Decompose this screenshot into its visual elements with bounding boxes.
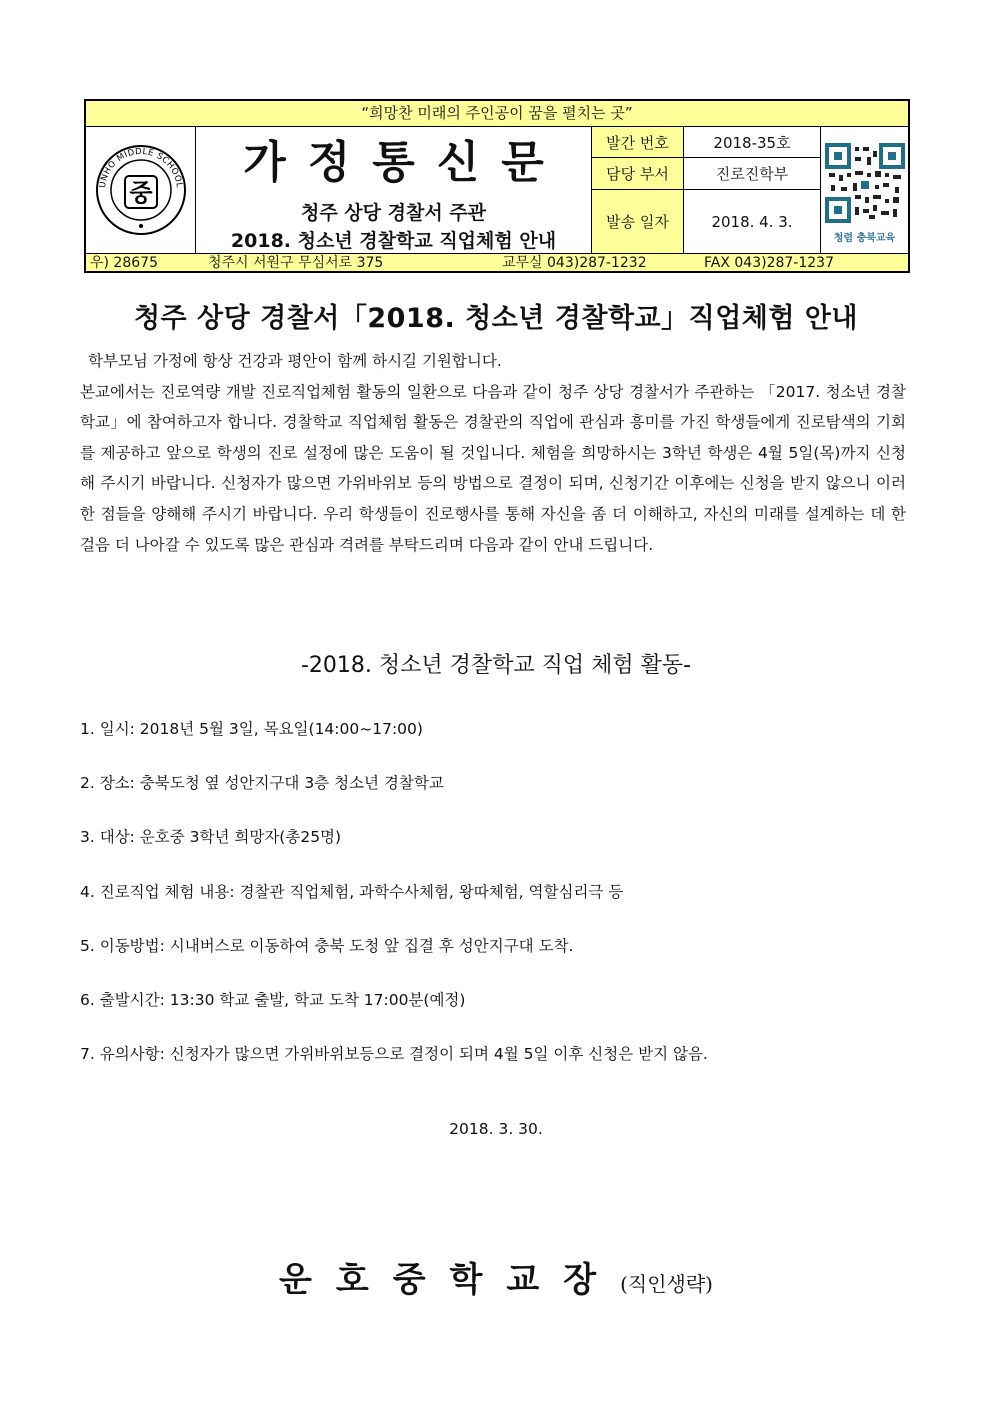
list-item: 1. 일시: 2018년 5월 3일, 목요일(14:00~17:00) [80, 720, 423, 738]
office-phone: 교무실 043)287-1232 [502, 255, 647, 271]
list-item: 2. 장소: 충북도청 옆 성안지구대 3층 청소년 경찰학교 [80, 774, 444, 793]
newsletter-title: 가정통신문 [243, 137, 566, 188]
logo-ring-text: UNHO MIDDLE SCHOOL [97, 146, 184, 189]
meta-label: 발간 번호 [592, 127, 684, 157]
publication-meta [592, 127, 820, 253]
newsletter-header [84, 99, 910, 273]
activity-title: -2018. 청소년 경찰학교 직업 체험 활동- [300, 653, 692, 678]
school-emblem-icon [93, 142, 189, 238]
meta-value: 진로진학부 [715, 165, 789, 183]
header-subtitle-topic: 2018. 청소년 경찰학교 직업체험 안내 [230, 230, 557, 252]
activity-details-list [80, 717, 906, 1096]
postal-code: 우) 28675 [90, 255, 158, 271]
contact-footer [86, 253, 908, 271]
fax-number: FAX 043)287-1237 [704, 255, 834, 271]
school-logo [86, 127, 196, 253]
list-item: 4. 진로직업 체험 내용: 경찰관 직업체험, 과학수사체험, 왕따체험, 역할심리극 등 [80, 882, 624, 901]
list-item: 3. 대상: 운호중 3학년 희망자(총25명) [80, 828, 342, 847]
signature-name: 운호중학교장 [279, 1260, 621, 1300]
header-subtitle-organizer: 청주 상당 경찰서 주관 [300, 202, 487, 224]
greeting: 학부모님 가정에 항상 건강과 평안이 함께 하시길 기원합니다. [88, 352, 502, 370]
header-title-block [196, 127, 592, 253]
meta-row-department [592, 158, 820, 190]
intro-text [80, 346, 906, 560]
qr-caption: 청렴 충북교육 [833, 233, 896, 244]
school-slogan: “희망찬 미래의 주인공이 꿈을 펼치는 곳” [86, 101, 908, 127]
meta-row-date [592, 190, 820, 253]
meta-row-issue [592, 127, 820, 158]
list-item: 7. 유의사항: 신청자가 많으면 가위바위보등으로 결정이 되며 4월 5일 이후 신청은 받지 않음. [80, 1045, 708, 1064]
meta-value: 2018-35호 [713, 133, 791, 152]
document-title: 청주 상당 경찰서「2018. 청소년 경찰학교」직업체험 안내 [133, 303, 859, 334]
list-item: 5. 이동방법: 시내버스로 이동하여 충북 도청 앞 집결 후 성안지구대 도착. [80, 936, 574, 955]
qr-code-block [820, 127, 908, 253]
meta-label: 발송 일자 [592, 190, 684, 253]
meta-value: 2018. 4. 3. [711, 212, 793, 231]
meta-label: 담당 부서 [592, 158, 684, 189]
seal-omitted-note: (직인생략) [620, 1272, 713, 1296]
logo-emblem-char: 중 [128, 179, 153, 207]
intro-body: 본교에서는 진로역량 개발 진로직업체험 활동의 일환으로 다음과 같이 청주 상당 경찰서가 주관하는 「2017. 청소년 경찰학교」에 참여하고자 합니다. 경찰학교 직업체험 활동은 경찰관의 직업에 관심과 흥미를 가진 학생들에게 진로탐색의 기회를 제공하고 앞으로 학생의 진로 설정에 많은 도움이 될 것입니다. 체험을 희망하시는 3학년 학생은 4월 5일(목)까지 신청해 주시기 바랍니다. 신청자가 많으면 가위바위보 등의 방법으로 결정이 되며, 신청기간 이후에는 신청을 받지 않으니 이러한 점들을 양해해 주시기 바랍니다. 우리 학생들이 진로행사를 통해 자신을 좀 더 이해하고, 자신의 미래를 설계하는 데 한 걸음 더 나아갈 수 있도록 많은 관심과 격려를 부탁드리며 다음과 같이 안내 드립니다. [80, 382, 906, 554]
list-item: 6. 출발시간: 13:30 학교 출발, 학교 도착 17:00분(예정) [80, 990, 466, 1009]
issue-date: 2018. 3. 30. [449, 1120, 543, 1138]
school-address: 청주시 서원구 무심서로 375 [208, 255, 384, 271]
qr-code-icon [825, 143, 905, 223]
principal-signature [0, 1252, 992, 1301]
